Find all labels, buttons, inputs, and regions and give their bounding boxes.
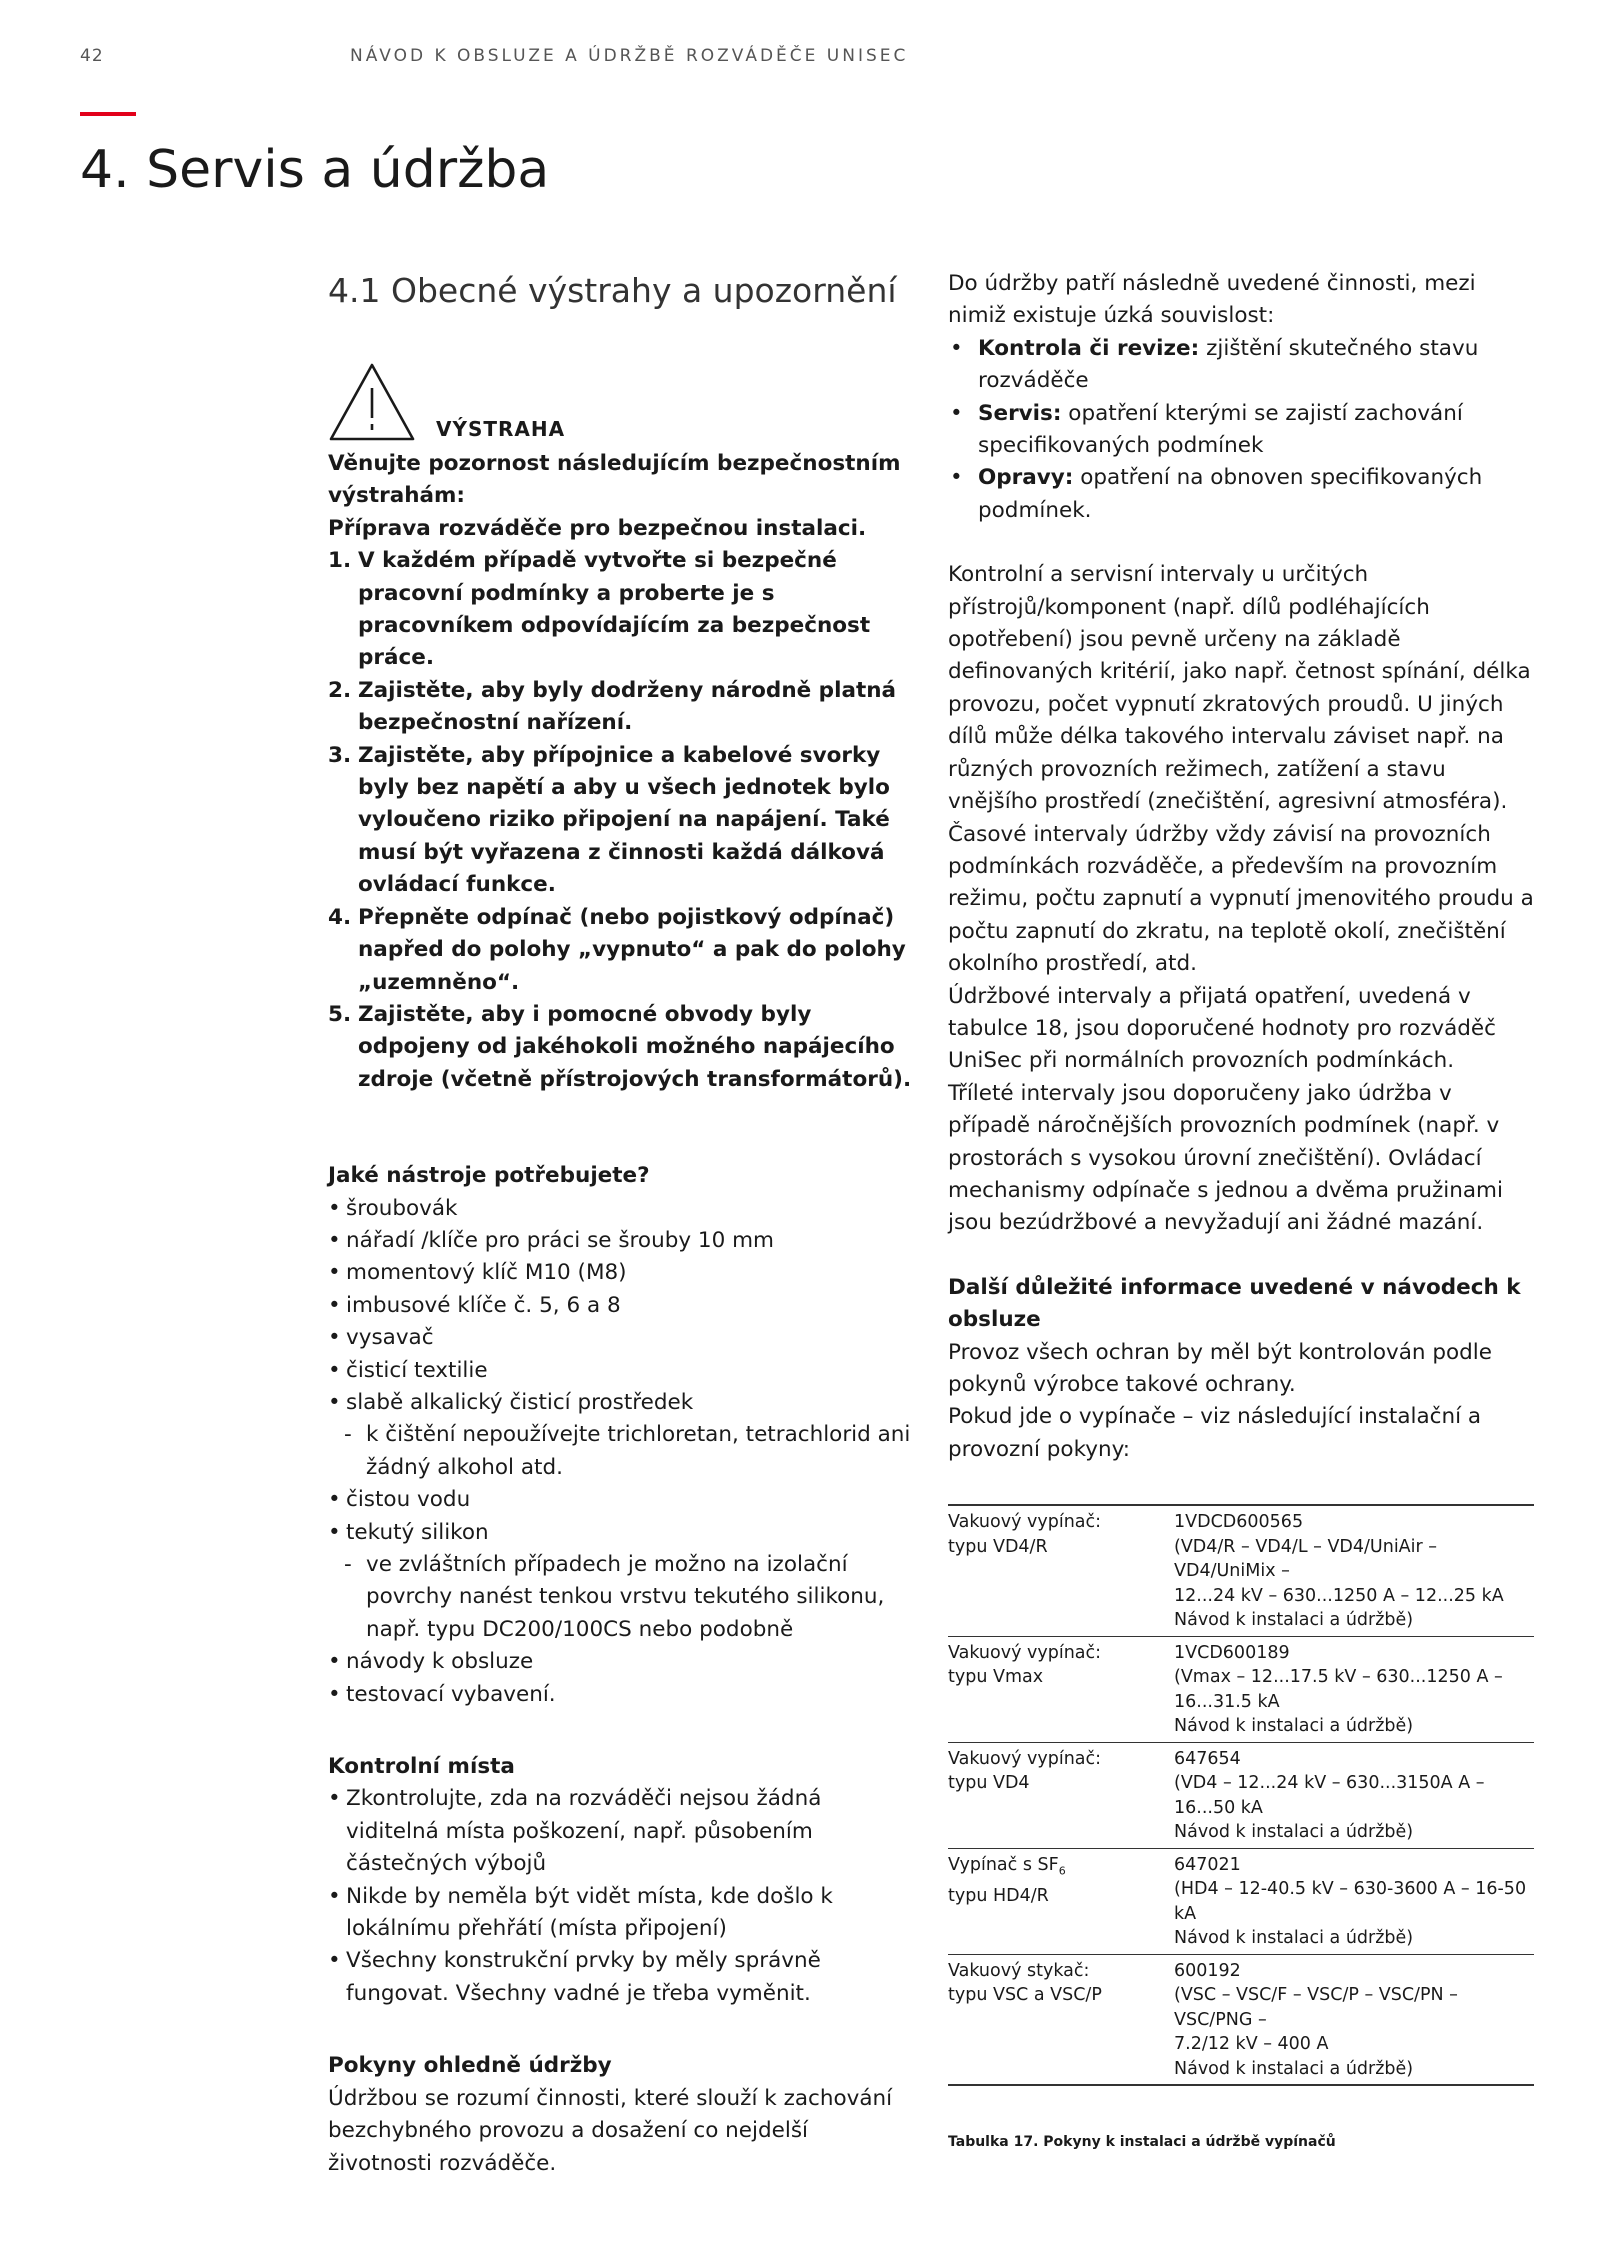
list-item: • imbusové klíče č. 5, 6 a 8 [328,1292,621,1318]
accent-bar [80,112,136,116]
intervals-paragraph: Časové intervaly údržby vždy závisí na provozních podmínkách rozváděče, a především na provozním režimu, počtu zapnutí a vypnutí jmenovitého proudu a počtu zapnutí do zkratu, na teplotě okolí, znečištění okolního prostředí, atd. [948,821,1534,977]
activities-list [948,333,1540,527]
table-cell: Vakuový vypínač: typu VD4/R [948,1505,1174,1636]
list-item: • nářadí /klíče pro práci se šrouby 10 mm [328,1227,774,1253]
list-item: • momentový klíč M10 (M8) [328,1260,627,1286]
table-row [948,1954,1534,2085]
left-column [328,270,918,2180]
intervals-paragraph: Tříleté intervaly jsou doporučeny jako údržba v případě náročnějších provozních podmínek (např. v prostorách s vysokou úrovní znečištění). Ovládací mechanismy odpínače s jednou a dvěma pružinami jsou bezúdržbové a nevyžadují ani žádné mazání. [948,1080,1503,1236]
tools-list-continued [328,1484,918,1549]
table-row [948,1848,1534,1954]
list-item: 3. Zajistěte, aby přípojnice a kabelové svorky byly bez napětí a aby u všech jednotek bylo vyloučeno riziko připojení na napájení. Také musí být vyřazena z činnosti každá dálková ovládací funkce. [328,742,890,898]
list-item: • Servis: opatření kterými se zajistí zachování specifikovaných podmínek [950,400,1463,459]
list-item: 2. Zajistěte, aby byly dodrženy národně platná bezpečnostní nařízení. [328,677,897,736]
list-item: • šroubovák [328,1195,458,1221]
table-cell: 600192 (VSC – VSC/F – VSC/P – VSC/PN – VSC/PNG – 7.2/12 kV – 400 A Návod k instalaci a údržbě) [1174,1954,1534,2085]
tools-list [328,1193,918,1420]
page-number: 42 [80,46,104,66]
list-item: • Opravy: opatření na obnoven specifikovaných podmínek. [950,465,1483,523]
checkpoints-list [328,1783,918,2010]
more-info-text: Pokud jde o vypínače – viz následující instalační a provozní pokyny: [948,1404,1482,1462]
list-item: • návody k obsluze [328,1649,534,1675]
warning-block [328,362,918,448]
table-cell: Vakuový stykač: typu VSC a VSC/P [948,1954,1174,2085]
table-cell: Vakuový vypínač: typu VD4 [948,1742,1174,1848]
tools-heading: Jaké nástroje potřebujete? [328,1163,650,1189]
table-cell: 647654 (VD4 – 12...24 kV – 630...3150A A – 16...50 kA Návod k instalaci a údržbě) [1174,1742,1534,1848]
chapter-title: 4. Servis a údržba [80,140,550,200]
checkpoints-heading: Kontrolní místa [328,1754,515,1780]
intervals-paragraph: Kontrolní a servisní intervaly u určitých přístrojů/komponent (např. dílů podléhajících opotřebení) jsou pevně určeny na základě definovaných kritérií, jako např. četnost spínání, délka provozu, počet vypnutí zkratových proudů. U jiných dílů může délka takového intervalu záviset např. na různých provozních režimech, zatížení a stavu vnějšího prostředí (znečištění, agresivní atmosféra). [948,562,1531,815]
more-info-heading: Další důležité informace uvedené v návodech k obsluze [948,1274,1521,1333]
table-cell: 1VCD600189 (Vmax – 12...17.5 kV – 630...1250 A – 16...31.5 kA Návod k instalaci a údržbě) [1174,1636,1534,1742]
table-cell: Vypínač s $SF_6$ typu HD4/R [948,1848,1174,1954]
tools-list-end [328,1646,918,1711]
list-item: 5. Zajistěte, aby i pomocné obvody byly odpojeny od jakéhokoli možného napájecího zdroje (včetně přístrojových transformátorů). [328,1001,912,1092]
list-item: • Kontrola či revize: zjištění skutečného stavu rozváděče [950,335,1479,394]
table-cell: 1VDCD600565 (VD4/R – VD4/L – VD4/UniAir – VD4/UniMix – 12...24 kV – 630...1250 A – 12...25 kA Návod k instalaci a údržbě) [1174,1505,1534,1636]
safety-steps [328,545,918,1096]
list-item: • čistou vodu [328,1487,471,1513]
table-row [948,1505,1534,1636]
list-item: - ve zvláštních případech je možno na izolační povrchy nanést tenkou vrstvu tekutého silikonu, např. typu DC200/100CS nebo podobně [344,1552,885,1642]
breaker-manuals-table [948,1504,1534,2086]
activities-intro: Do údržby patří následně uvedené činnosti, mezi nimiž existuje úzká souvislost: [948,271,1476,329]
table-row [948,1742,1534,1848]
list-item: • čisticí textilie [328,1357,488,1383]
list-item: • Nikde by neměla být vidět místa, kde došlo k lokálnímu přehřátí (místa připojení) [328,1883,833,1942]
list-item: • testovací vybavení. [328,1681,556,1707]
section-title: 4.1 Obecné výstrahy a upozornění [328,271,897,310]
list-item: • vysavač [328,1325,434,1351]
table-row [948,1636,1534,1742]
warning-label: VÝSTRAHA [436,417,566,441]
table-caption: Tabulka 17. Pokyny k instalaci a údržbě vypínačů [948,2134,1336,2151]
maintenance-text: Údržbou se rozumí činnosti, které slouží k zachování bezchybného provozu a dosažení co nejdelší životnosti rozváděče. [328,2085,893,2176]
list-item: • Všechny konstrukční prvky by měly správně fungovat. Všechny vadné je třeba vyměnit. [328,1948,821,2006]
warning-triangle-icon [328,362,416,442]
running-header: NÁVOD K OBSLUZE A ÚDRŽBĚ ROZVÁDĚČE UNISEC [350,46,909,66]
warning-lead: Věnujte pozornost následujícím bezpečnostním výstrahám: [328,451,901,509]
maintenance-heading: Pokyny ohledně údržby [328,2053,612,2079]
list-item: 1. V každém případě vytvořte si bezpečné pracovní podmínky a proberte je s pracovníkem odpovídajícím za bezpečnost práce. [328,548,871,671]
table-cell: 647021 (HD4 – 12-40.5 kV – 630-3600 A – 16-50 kA Návod k instalaci a údržbě) [1174,1848,1534,1954]
list-item: • Zkontrolujte, zda na rozváděči nejsou žádná viditelná místa poškození, např. působením částečných výbojů [328,1786,822,1877]
more-info-text: Provoz všech ochran by měl být kontrolován podle pokynů výrobce takové ochrany. [948,1339,1492,1397]
list-item: 4. Přepněte odpínač (nebo pojistkový odpínač) napřed do polohy „vypnuto“ a pak do polohy „uzemněno“. [328,904,906,995]
list-item: • slabě alkalický čisticí prostředek [328,1389,694,1415]
tools-sublist [328,1419,918,1484]
warning-prep: Příprava rozváděče pro bezpečnou instalaci. [328,515,867,541]
list-item: - k čištění nepoužívejte trichloretan, tetrachlorid ani žádný alkohol atd. [344,1422,911,1480]
intervals-paragraph: Údržbové intervaly a přijatá opatření, uvedená v tabulce 18, jsou doporučené hodnoty pro rozváděč UniSec při normálních provozních podmínkách. [948,983,1496,1074]
tools-sublist [328,1549,918,1646]
table-cell: Vakuový vypínač: typu Vmax [948,1636,1174,1742]
list-item: • tekutý silikon [328,1519,489,1545]
right-column [948,268,1540,2159]
